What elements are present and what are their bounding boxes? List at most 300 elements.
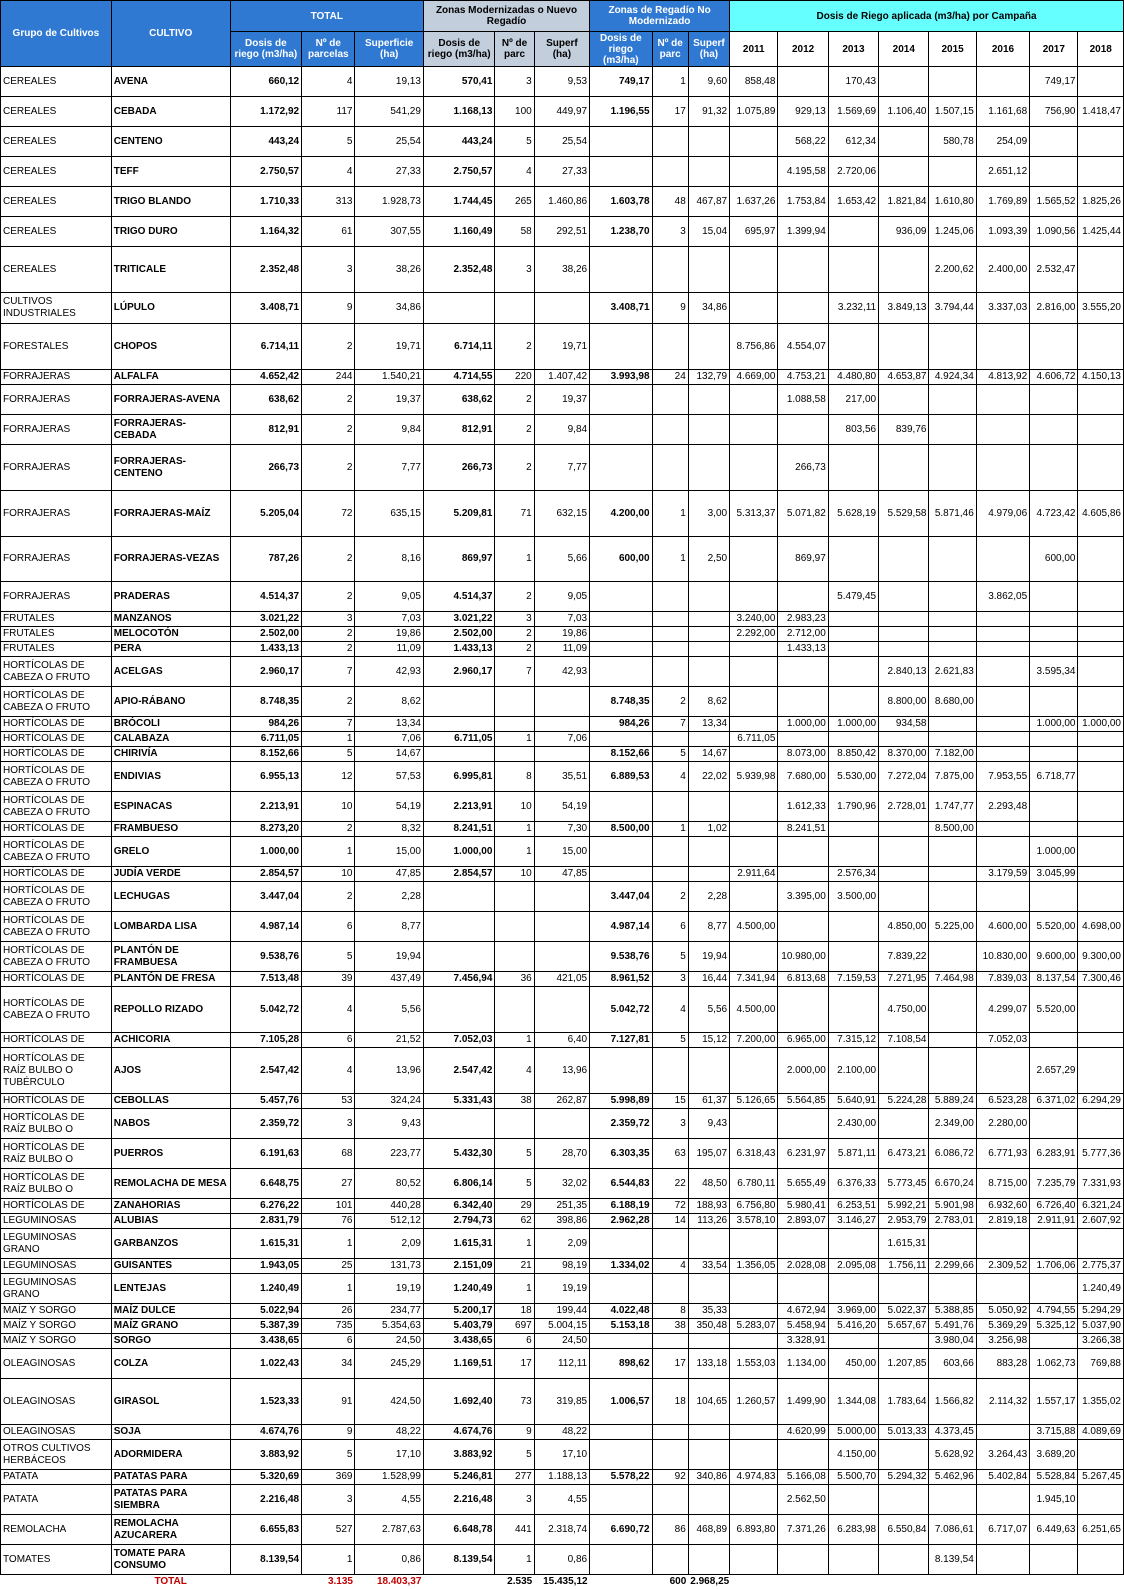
value-cell: 4.606,72 — [1030, 370, 1078, 385]
value-cell — [688, 1334, 729, 1349]
value-cell — [1030, 627, 1078, 642]
value-cell: 19,19 — [355, 1274, 423, 1304]
value-cell: 4.022,48 — [590, 1304, 652, 1319]
value-cell: 5.871,11 — [828, 1139, 878, 1169]
value-cell: 6.342,40 — [423, 1199, 495, 1214]
value-cell — [929, 1274, 976, 1304]
value-cell — [879, 612, 929, 627]
value-cell — [929, 1229, 976, 1259]
crop-name-cell: CENTENO — [111, 127, 230, 157]
value-cell: 7.127,81 — [590, 1033, 652, 1048]
value-cell: 2 — [302, 385, 355, 415]
value-cell — [879, 822, 929, 837]
value-cell: 14,67 — [688, 747, 729, 762]
value-cell — [1078, 537, 1124, 582]
value-cell: 1 — [652, 491, 688, 537]
crop-name-cell: CALABAZA — [111, 732, 230, 747]
value-cell: 437,49 — [355, 972, 423, 987]
value-cell: 7.513,48 — [230, 972, 302, 987]
value-cell: 1.569,69 — [828, 97, 878, 127]
value-cell: 1.565,52 — [1030, 187, 1078, 217]
value-cell: 254,09 — [976, 127, 1029, 157]
value-cell: 5.640,91 — [828, 1094, 878, 1109]
value-cell: 7.839,22 — [879, 942, 929, 972]
value-cell — [688, 324, 729, 370]
crop-group-cell: LEGUMINOSAS — [1, 1259, 112, 1274]
value-cell: 3 — [495, 1485, 534, 1515]
value-cell: 8,62 — [688, 687, 729, 717]
value-cell: 1.566,82 — [929, 1379, 976, 1425]
value-cell: 1.692,40 — [423, 1379, 495, 1425]
value-cell: 4.674,76 — [423, 1425, 495, 1440]
table-row — [1, 187, 1124, 217]
value-cell: 1.615,31 — [230, 1229, 302, 1259]
value-cell — [730, 1274, 778, 1304]
value-cell — [730, 657, 778, 687]
value-cell: 2.911,91 — [1030, 1214, 1078, 1229]
value-cell: 5.037,90 — [1078, 1319, 1124, 1334]
value-cell: 5.294,32 — [879, 1470, 929, 1485]
value-cell: 34,86 — [355, 293, 423, 324]
value-cell — [590, 627, 652, 642]
crop-name-cell: JUDÍA VERDE — [111, 867, 230, 882]
crop-name-cell: PRADERAS — [111, 582, 230, 612]
value-cell: 4.373,45 — [929, 1425, 976, 1440]
value-cell: 2.960,17 — [230, 657, 302, 687]
value-cell — [590, 1334, 652, 1349]
crop-name-cell: SOJA — [111, 1425, 230, 1440]
value-cell: 9.538,76 — [590, 942, 652, 972]
value-cell: 234,77 — [355, 1304, 423, 1319]
value-cell: 1 — [495, 822, 534, 837]
crop-name-cell: AJOS — [111, 1048, 230, 1094]
value-cell: 5.126,65 — [730, 1094, 778, 1109]
value-cell — [778, 1229, 828, 1259]
value-cell: 15,04 — [688, 217, 729, 247]
value-cell: 5.209,81 — [423, 491, 495, 537]
value-cell: 7.331,93 — [1078, 1169, 1124, 1199]
value-cell: 1.523,33 — [230, 1379, 302, 1425]
value-cell — [778, 1109, 828, 1139]
value-cell: 223,77 — [355, 1139, 423, 1169]
value-cell: 35,51 — [534, 762, 589, 792]
value-cell — [495, 687, 534, 717]
value-cell: 1.022,43 — [230, 1349, 302, 1379]
value-cell: 6.965,00 — [778, 1033, 828, 1048]
value-cell: 2.854,57 — [230, 867, 302, 882]
value-cell: 6 — [495, 1334, 534, 1349]
header-mod-surface: Superf (ha) — [534, 32, 589, 67]
value-cell: 1 — [495, 1274, 534, 1304]
value-cell: 1.612,33 — [778, 792, 828, 822]
value-cell — [730, 582, 778, 612]
value-cell — [976, 612, 1029, 627]
value-cell: 6 — [652, 912, 688, 942]
value-cell: 3.980,04 — [929, 1334, 976, 1349]
value-cell — [590, 792, 652, 822]
table-row — [1, 1319, 1124, 1334]
crop-name-cell: FORRAJERAS-AVENA — [111, 385, 230, 415]
value-cell — [652, 582, 688, 612]
value-cell: 2.114,32 — [976, 1379, 1029, 1425]
value-cell — [1078, 1109, 1124, 1139]
value-cell: 6.303,35 — [590, 1139, 652, 1169]
crop-name-cell: ADORMIDERA — [111, 1440, 230, 1470]
value-cell — [652, 324, 688, 370]
crop-name-cell: COLZA — [111, 1349, 230, 1379]
value-cell: 4 — [302, 987, 355, 1033]
value-cell: 5.013,33 — [879, 1425, 929, 1440]
value-cell: 4 — [652, 987, 688, 1033]
value-cell: 4.500,00 — [730, 987, 778, 1033]
value-cell — [730, 1485, 778, 1515]
value-cell: 4.500,00 — [730, 912, 778, 942]
value-cell: 9,43 — [355, 1109, 423, 1139]
value-cell: 10 — [302, 867, 355, 882]
value-cell: 9,05 — [534, 582, 589, 612]
value-cell — [976, 1229, 1029, 1259]
value-cell: 1.540,21 — [355, 370, 423, 385]
value-cell: 1.334,02 — [590, 1259, 652, 1274]
value-cell — [1030, 822, 1078, 837]
value-cell — [495, 912, 534, 942]
value-cell: 3 — [302, 1485, 355, 1515]
value-cell — [730, 642, 778, 657]
header-year: 2017 — [1030, 32, 1078, 67]
value-cell: 6 — [302, 1033, 355, 1048]
value-cell: 19,86 — [534, 627, 589, 642]
value-cell: 6.276,22 — [230, 1199, 302, 1214]
value-cell — [976, 837, 1029, 867]
value-cell — [828, 1545, 878, 1575]
table-row — [1, 1304, 1124, 1319]
value-cell: 8.680,00 — [929, 687, 976, 717]
value-cell — [879, 837, 929, 867]
value-cell: 4.813,92 — [976, 370, 1029, 385]
table-row — [1, 1259, 1124, 1274]
table-row — [1, 1274, 1124, 1304]
value-cell: 1.706,06 — [1030, 1259, 1078, 1274]
crop-group-cell: HORTÍCOLAS DE CABEZA O FRUTO — [1, 837, 112, 867]
value-cell: 324,24 — [355, 1094, 423, 1109]
value-cell: 2.000,00 — [778, 1048, 828, 1094]
value-cell: 2.532,47 — [1030, 247, 1078, 293]
value-cell: 468,89 — [688, 1515, 729, 1545]
value-cell: 6.711,05 — [730, 732, 778, 747]
value-cell: 9,84 — [355, 415, 423, 445]
value-cell: 68 — [302, 1139, 355, 1169]
value-cell: 1 — [495, 1033, 534, 1048]
crop-group-cell: HORTÍCOLAS DE CABEZA O FRUTO — [1, 792, 112, 822]
value-cell: 3.862,05 — [976, 582, 1029, 612]
value-cell — [929, 867, 976, 882]
value-cell — [1078, 627, 1124, 642]
value-cell: 1.172,92 — [230, 97, 302, 127]
value-cell: 7,06 — [534, 732, 589, 747]
value-cell — [976, 1425, 1029, 1440]
value-cell: 2.100,00 — [828, 1048, 878, 1094]
value-cell: 839,76 — [879, 415, 929, 445]
value-cell: 2.292,00 — [730, 627, 778, 642]
value-cell: 4.698,00 — [1078, 912, 1124, 942]
value-cell: 4.723,42 — [1030, 491, 1078, 537]
crop-group-cell: OLEAGINOSAS — [1, 1349, 112, 1379]
value-cell: 8.241,51 — [778, 822, 828, 837]
value-cell: 0,86 — [534, 1545, 589, 1575]
value-cell: 1.615,31 — [423, 1229, 495, 1259]
value-cell — [778, 867, 828, 882]
value-cell — [879, 537, 929, 582]
value-cell: 6.711,05 — [230, 732, 302, 747]
value-cell: 803,56 — [828, 415, 878, 445]
value-cell: 7,30 — [534, 822, 589, 837]
value-cell: 2 — [302, 537, 355, 582]
value-cell: 2.960,17 — [423, 657, 495, 687]
value-cell: 1.160,49 — [423, 217, 495, 247]
value-cell — [423, 987, 495, 1033]
value-cell: 29 — [495, 1199, 534, 1214]
value-cell: 10.980,00 — [778, 942, 828, 972]
value-cell: 5 — [495, 1139, 534, 1169]
crop-group-cell: HORTÍCOLAS DE — [1, 1094, 112, 1109]
value-cell — [590, 582, 652, 612]
value-cell — [652, 247, 688, 293]
value-cell: 6.726,40 — [1030, 1199, 1078, 1214]
value-cell: 6.690,72 — [590, 1515, 652, 1545]
value-cell — [730, 415, 778, 445]
crop-group-cell: LEGUMINOSAS — [1, 1214, 112, 1229]
value-cell: 638,62 — [423, 385, 495, 415]
value-cell — [688, 385, 729, 415]
value-cell: 10 — [302, 792, 355, 822]
value-cell: 580,78 — [929, 127, 976, 157]
value-cell: 1.062,73 — [1030, 1349, 1078, 1379]
crop-group-cell: CEREALES — [1, 247, 112, 293]
value-cell: 5.325,12 — [1030, 1319, 1078, 1334]
value-cell: 340,86 — [688, 1470, 729, 1485]
value-cell: 7 — [495, 657, 534, 687]
value-cell: 1.399,94 — [778, 217, 828, 247]
value-cell: 787,26 — [230, 537, 302, 582]
value-cell: 1.528,99 — [355, 1470, 423, 1485]
value-cell: 2.750,57 — [230, 157, 302, 187]
value-cell: 1 — [495, 1545, 534, 1575]
value-cell — [590, 1048, 652, 1094]
value-cell: 9 — [495, 1425, 534, 1440]
value-cell — [1078, 445, 1124, 491]
value-cell: 1.260,57 — [730, 1379, 778, 1425]
value-cell: 5.313,37 — [730, 491, 778, 537]
value-cell: 8,32 — [355, 822, 423, 837]
crop-group-cell: FORRAJERAS — [1, 537, 112, 582]
value-cell — [1030, 1229, 1078, 1259]
value-cell: 3.447,04 — [590, 882, 652, 912]
value-cell: 450,00 — [828, 1349, 878, 1379]
crop-name-cell: PERA — [111, 642, 230, 657]
value-cell: 131,73 — [355, 1259, 423, 1274]
value-cell: 898,62 — [590, 1349, 652, 1379]
value-cell: 6 — [302, 1334, 355, 1349]
value-cell: 17,10 — [534, 1440, 589, 1470]
header-year: 2016 — [976, 32, 1029, 67]
value-cell — [730, 1545, 778, 1575]
value-cell: 1.783,64 — [879, 1379, 929, 1425]
crop-group-cell: HORTÍCOLAS DE — [1, 867, 112, 882]
value-cell: 19,71 — [355, 324, 423, 370]
value-cell: 6.771,93 — [976, 1139, 1029, 1169]
total-nomod-parcels: 600 — [669, 1575, 687, 1587]
value-cell — [778, 912, 828, 942]
value-cell: 1.093,39 — [976, 217, 1029, 247]
value-cell — [590, 867, 652, 882]
value-cell: 112,11 — [534, 1349, 589, 1379]
crop-name-cell: MANZANOS — [111, 612, 230, 627]
value-cell: 73 — [495, 1379, 534, 1425]
value-cell — [1030, 882, 1078, 912]
value-cell: 7,77 — [534, 445, 589, 491]
value-cell: 92 — [652, 1470, 688, 1485]
value-cell: 319,85 — [534, 1379, 589, 1425]
header-mod-parcels: Nº de parc — [495, 32, 534, 67]
value-cell: 1.088,58 — [778, 385, 828, 415]
crop-group-cell: HORTÍCOLAS DE CABEZA O FRUTO — [1, 882, 112, 912]
value-cell: 2 — [495, 582, 534, 612]
value-cell — [730, 293, 778, 324]
value-cell: 6.188,19 — [590, 1199, 652, 1214]
value-cell — [423, 293, 495, 324]
value-cell — [778, 1274, 828, 1304]
value-cell: 2.213,91 — [423, 792, 495, 822]
value-cell: 5.889,24 — [929, 1094, 976, 1109]
value-cell: 3.045,99 — [1030, 867, 1078, 882]
value-cell: 1.747,77 — [929, 792, 976, 822]
value-cell — [879, 157, 929, 187]
value-cell: 883,28 — [976, 1349, 1029, 1379]
value-cell: 72 — [652, 1199, 688, 1214]
value-cell — [778, 1545, 828, 1575]
value-cell — [1078, 732, 1124, 747]
value-cell: 15,00 — [355, 837, 423, 867]
crop-group-cell: CEREALES — [1, 217, 112, 247]
value-cell — [929, 837, 976, 867]
value-cell: 2 — [495, 642, 534, 657]
value-cell: 3.595,34 — [1030, 657, 1078, 687]
value-cell: 3.337,03 — [976, 293, 1029, 324]
crop-group-cell: PATATA — [1, 1470, 112, 1485]
value-cell: 1 — [495, 732, 534, 747]
value-cell: 2 — [652, 687, 688, 717]
value-cell: 266,73 — [778, 445, 828, 491]
value-cell: 541,29 — [355, 97, 423, 127]
value-cell: 6.283,98 — [828, 1515, 878, 1545]
value-cell — [495, 987, 534, 1033]
value-cell: 2 — [302, 627, 355, 642]
value-cell: 6.955,13 — [230, 762, 302, 792]
value-cell — [976, 1274, 1029, 1304]
value-cell: 1.928,73 — [355, 187, 423, 217]
total-mod-surface: 15.435,12 — [543, 1575, 588, 1587]
crop-group-cell: PATATA — [1, 1485, 112, 1515]
value-cell — [828, 732, 878, 747]
value-cell: 2 — [302, 445, 355, 491]
header-campaign: Dosis de Riego aplicada (m3/ha) por Campaña — [730, 1, 1124, 32]
table-row — [1, 537, 1124, 582]
value-cell: 5.022,94 — [230, 1304, 302, 1319]
value-cell: 7,06 — [355, 732, 423, 747]
value-cell: 5 — [495, 1169, 534, 1199]
value-cell: 262,87 — [534, 1094, 589, 1109]
table-row — [1, 792, 1124, 822]
value-cell: 7.953,55 — [976, 762, 1029, 792]
value-cell — [652, 657, 688, 687]
value-cell: 25 — [302, 1259, 355, 1274]
value-cell — [688, 642, 729, 657]
value-cell: 3.447,04 — [230, 882, 302, 912]
value-cell: 19,37 — [534, 385, 589, 415]
value-cell: 58 — [495, 217, 534, 247]
value-cell: 54,19 — [355, 792, 423, 822]
value-cell — [688, 445, 729, 491]
value-cell: 18 — [652, 1379, 688, 1425]
crop-group-cell: MAÍZ Y SORGO — [1, 1319, 112, 1334]
value-cell: 2 — [495, 627, 534, 642]
value-cell: 1.238,70 — [590, 217, 652, 247]
table-row — [1, 67, 1124, 97]
value-cell — [730, 1425, 778, 1440]
value-cell: 19,86 — [355, 627, 423, 642]
value-cell — [879, 1334, 929, 1349]
value-cell: 8.073,00 — [778, 747, 828, 762]
crop-group-cell: HORTÍCOLAS DE — [1, 747, 112, 762]
value-cell — [688, 415, 729, 445]
value-cell — [1078, 837, 1124, 867]
value-cell: 5.354,63 — [355, 1319, 423, 1334]
value-cell: 2 — [302, 582, 355, 612]
value-cell: 1.245,06 — [929, 217, 976, 247]
value-cell: 3.555,20 — [1078, 293, 1124, 324]
value-cell: 1.418,47 — [1078, 97, 1124, 127]
value-cell: 54,19 — [534, 792, 589, 822]
value-cell: 5 — [302, 127, 355, 157]
table-row — [1, 445, 1124, 491]
value-cell: 1 — [302, 1545, 355, 1575]
value-cell: 1.000,00 — [230, 837, 302, 867]
value-cell — [495, 717, 534, 732]
value-cell — [590, 247, 652, 293]
value-cell: 98,19 — [534, 1259, 589, 1274]
value-cell: 266,73 — [423, 445, 495, 491]
crop-name-cell: PLANTÓN DE FRESA — [111, 972, 230, 987]
value-cell: 1.460,86 — [534, 187, 589, 217]
value-cell — [976, 445, 1029, 491]
value-cell — [929, 987, 976, 1033]
value-cell: 2,28 — [688, 882, 729, 912]
value-cell: 6.449,63 — [1030, 1515, 1078, 1545]
crop-name-cell: PATATAS PARA — [111, 1470, 230, 1485]
value-cell: 113,26 — [688, 1214, 729, 1229]
value-cell: 26 — [302, 1304, 355, 1319]
value-cell — [879, 67, 929, 97]
value-cell: 10.830,00 — [976, 942, 1029, 972]
value-cell — [778, 247, 828, 293]
crop-group-cell: HORTÍCOLAS DE — [1, 1033, 112, 1048]
value-cell: 34,86 — [688, 293, 729, 324]
value-cell: 6.718,77 — [1030, 762, 1078, 792]
value-cell — [1078, 987, 1124, 1033]
value-cell: 5 — [302, 747, 355, 762]
value-cell: 2.775,37 — [1078, 1259, 1124, 1274]
value-cell: 2.712,00 — [778, 627, 828, 642]
